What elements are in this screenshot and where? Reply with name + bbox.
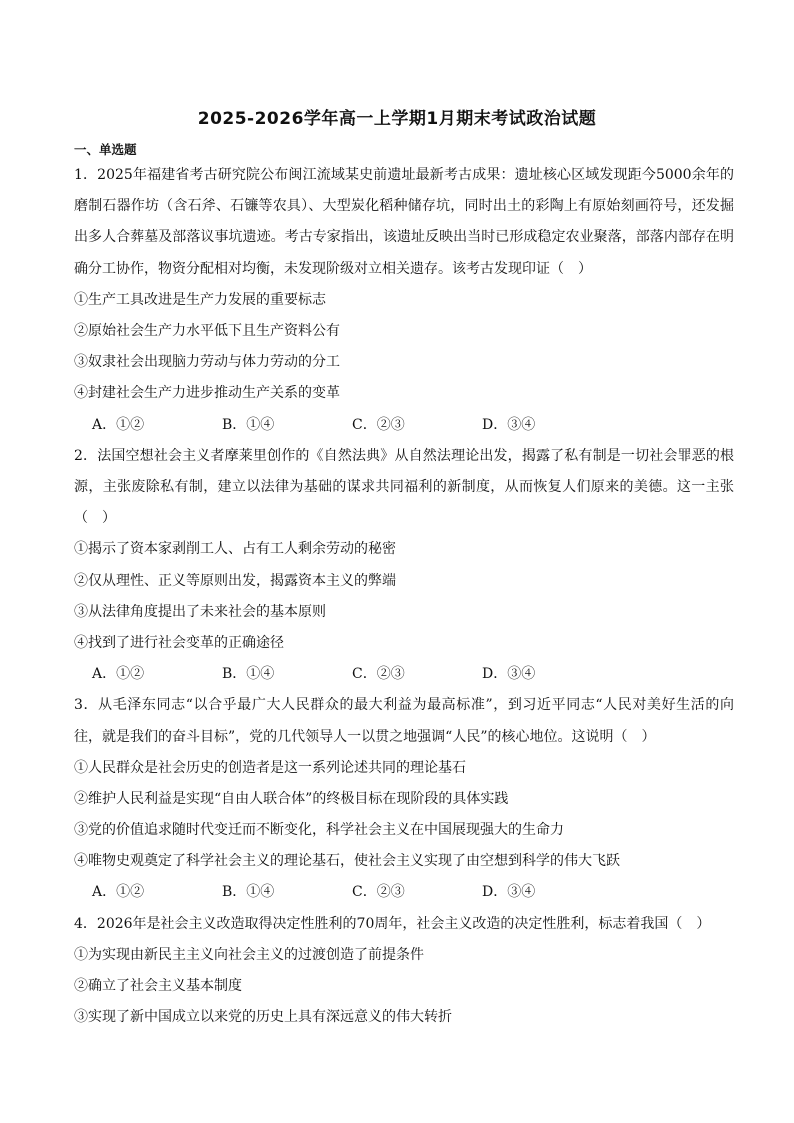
option-b[interactable]: B．①④ [222,666,275,683]
statement: ③实现了新中国成立以来党的历史上具有深远意义的伟大转折 [74,1009,452,1026]
option-d[interactable]: D．③④ [482,884,536,901]
question-4 [74,909,734,1034]
statement: ②原始社会生产力水平低下且生产资料公有 [74,323,340,339]
option-c[interactable]: C．②③ [352,884,405,901]
option-d[interactable]: D．③④ [482,666,536,683]
statement: ②确立了社会主义基本制度 [74,978,242,995]
statement: ①生产工具改进是生产力发展的重要标志 [74,291,326,308]
option-a[interactable]: A．①② [92,416,145,433]
page-title: 2025-2026学年高一上学期1月期末考试政治试题 [197,109,597,129]
statement: ③党的价值追求随时代变迁而不断变化，科学社会主义在中国展现强大的生命力 [74,822,564,839]
option-b[interactable]: B．①④ [222,884,275,901]
statement: ③奴隶社会出现脑力劳动与体力劳动的分工 [74,354,340,371]
statement: ②仅从理性、正义等原则出发，揭露资本主义的弊端 [74,572,396,589]
option-a[interactable]: A．①② [92,666,145,683]
question-list [74,160,734,1033]
statement: ①人民群众是社会历史的创造者是这一系列论述共同的理论基石 [74,759,466,776]
answer-options [74,410,734,441]
section-heading: 一、单选题 [74,142,137,157]
option-c[interactable]: C．②③ [352,416,405,433]
statement: ④找到了进行社会变革的正确途径 [74,634,284,651]
answer-options [74,877,734,908]
option-c[interactable]: C．②③ [352,666,405,683]
statement: ②维护人民利益是实现“自由人联合体”的终极目标在现阶段的具体实践 [74,790,509,807]
statement: ①揭示了资本家剥削工人、占有工人剩余劳动的秘密 [74,541,396,558]
question-stem: 1．2025年福建省考古研究院公布闽江流域某史前遗址最新考古成果：遗址核心区域发现距今5000余年的磨制石器作坊（含石斧、石镰等农具）、大型炭化稻种储存坑，同时出土的彩陶上有原始刻画符号，还发掘出多人合葬墓及部落议事坑遗迹。考古专家指出，该遗址反映出当时已形成稳定农业聚落，部落内部存在明确分工协作，物资分配相对均衡，未发现阶级对立相关遗存。该考古发现印证（ ） [74,167,734,277]
question-stem: 2．法国空想社会主义者摩莱里创作的《自然法典》从自然法理论出发，揭露了私有制是一切社会罪恶的根源，主张废除私有制，建立以法律为基础的谋求共同福利的新制度，从而恢复人们原来的美德。这一主张（ ） [74,447,734,527]
question-stem: 4．2026年是社会主义改造取得决定性胜利的70周年，社会主义改造的决定性胜利，标志着我国（ ） [74,915,711,932]
option-b[interactable]: B．①④ [222,416,275,433]
question-2 [74,441,734,691]
question-3 [74,690,734,908]
answer-options [74,659,734,690]
statement: ③从法律角度提出了未来社会的基本原则 [74,603,326,620]
statement: ④唯物史观奠定了科学社会主义的理论基石，使社会主义实现了由空想到科学的伟大飞跃 [74,853,620,870]
statement: ①为实现由新民主主义向社会主义的过渡创造了前提条件 [74,946,424,963]
option-d[interactable]: D．③④ [482,416,536,433]
option-a[interactable]: A．①② [92,884,145,901]
question-1 [74,160,734,441]
statement: ④封建社会生产力进步推动生产关系的变革 [74,385,340,402]
question-stem: 3．从毛泽东同志“以合乎最广大人民群众的最大利益为最高标准”，到习近平同志“人民对美好生活的向往，就是我们的奋斗目标”，党的几代领导人一以贯之地强调“人民”的核心地位。这说明（ ） [74,697,734,745]
